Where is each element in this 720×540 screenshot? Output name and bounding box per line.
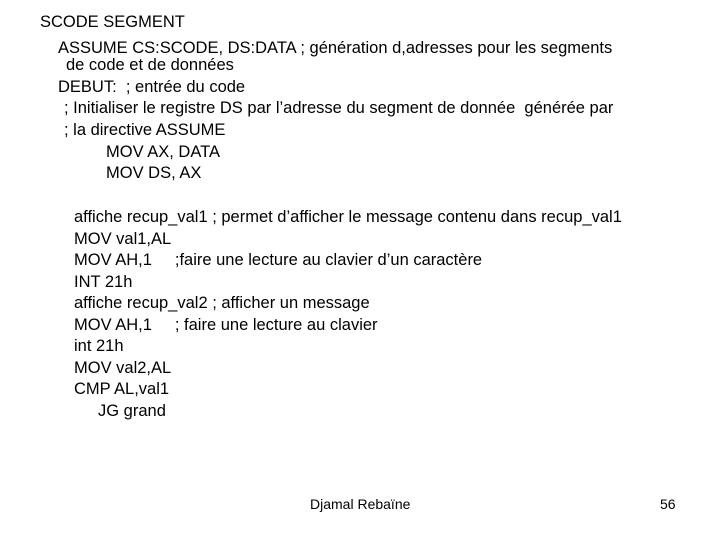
code-line: MOV AH,1 ;faire une lecture au clavier d’un caractère (74, 251, 483, 269)
code-line: MOV DS, AX (106, 164, 202, 182)
code-line: SCODE SEGMENT (40, 13, 185, 31)
code-line: JG grand (98, 402, 166, 420)
code-line: INT 21h (74, 273, 133, 291)
code-line: MOV val2,AL (74, 359, 172, 377)
code-line: DEBUT: ; entrée du code (58, 78, 246, 96)
code-line: affiche recup_val1 ; permet d’afficher le message contenu dans recup_val1 (74, 208, 622, 226)
code-line: MOV val1,AL (74, 230, 172, 248)
code-line: int 21h (74, 337, 124, 355)
code-line: ASSUME CS:SCODE, DS:DATA ; génération d,adresses pour les segments (58, 39, 613, 57)
code-line: de code et de données (66, 56, 234, 74)
footer-author: Djamal Rebaïne (310, 496, 411, 512)
code-line: ; Initialiser le registre DS par l’adresse du segment de donnée générée par (64, 99, 614, 117)
code-line: MOV AX, DATA (106, 143, 220, 161)
code-line: affiche recup_val2 ; afficher un message (74, 294, 370, 312)
code-line: MOV AH,1 ; faire une lecture au clavier (74, 316, 378, 334)
page-number: 56 (660, 496, 676, 512)
code-line: ; la directive ASSUME (64, 121, 226, 139)
code-line: CMP AL,val1 (74, 380, 170, 398)
